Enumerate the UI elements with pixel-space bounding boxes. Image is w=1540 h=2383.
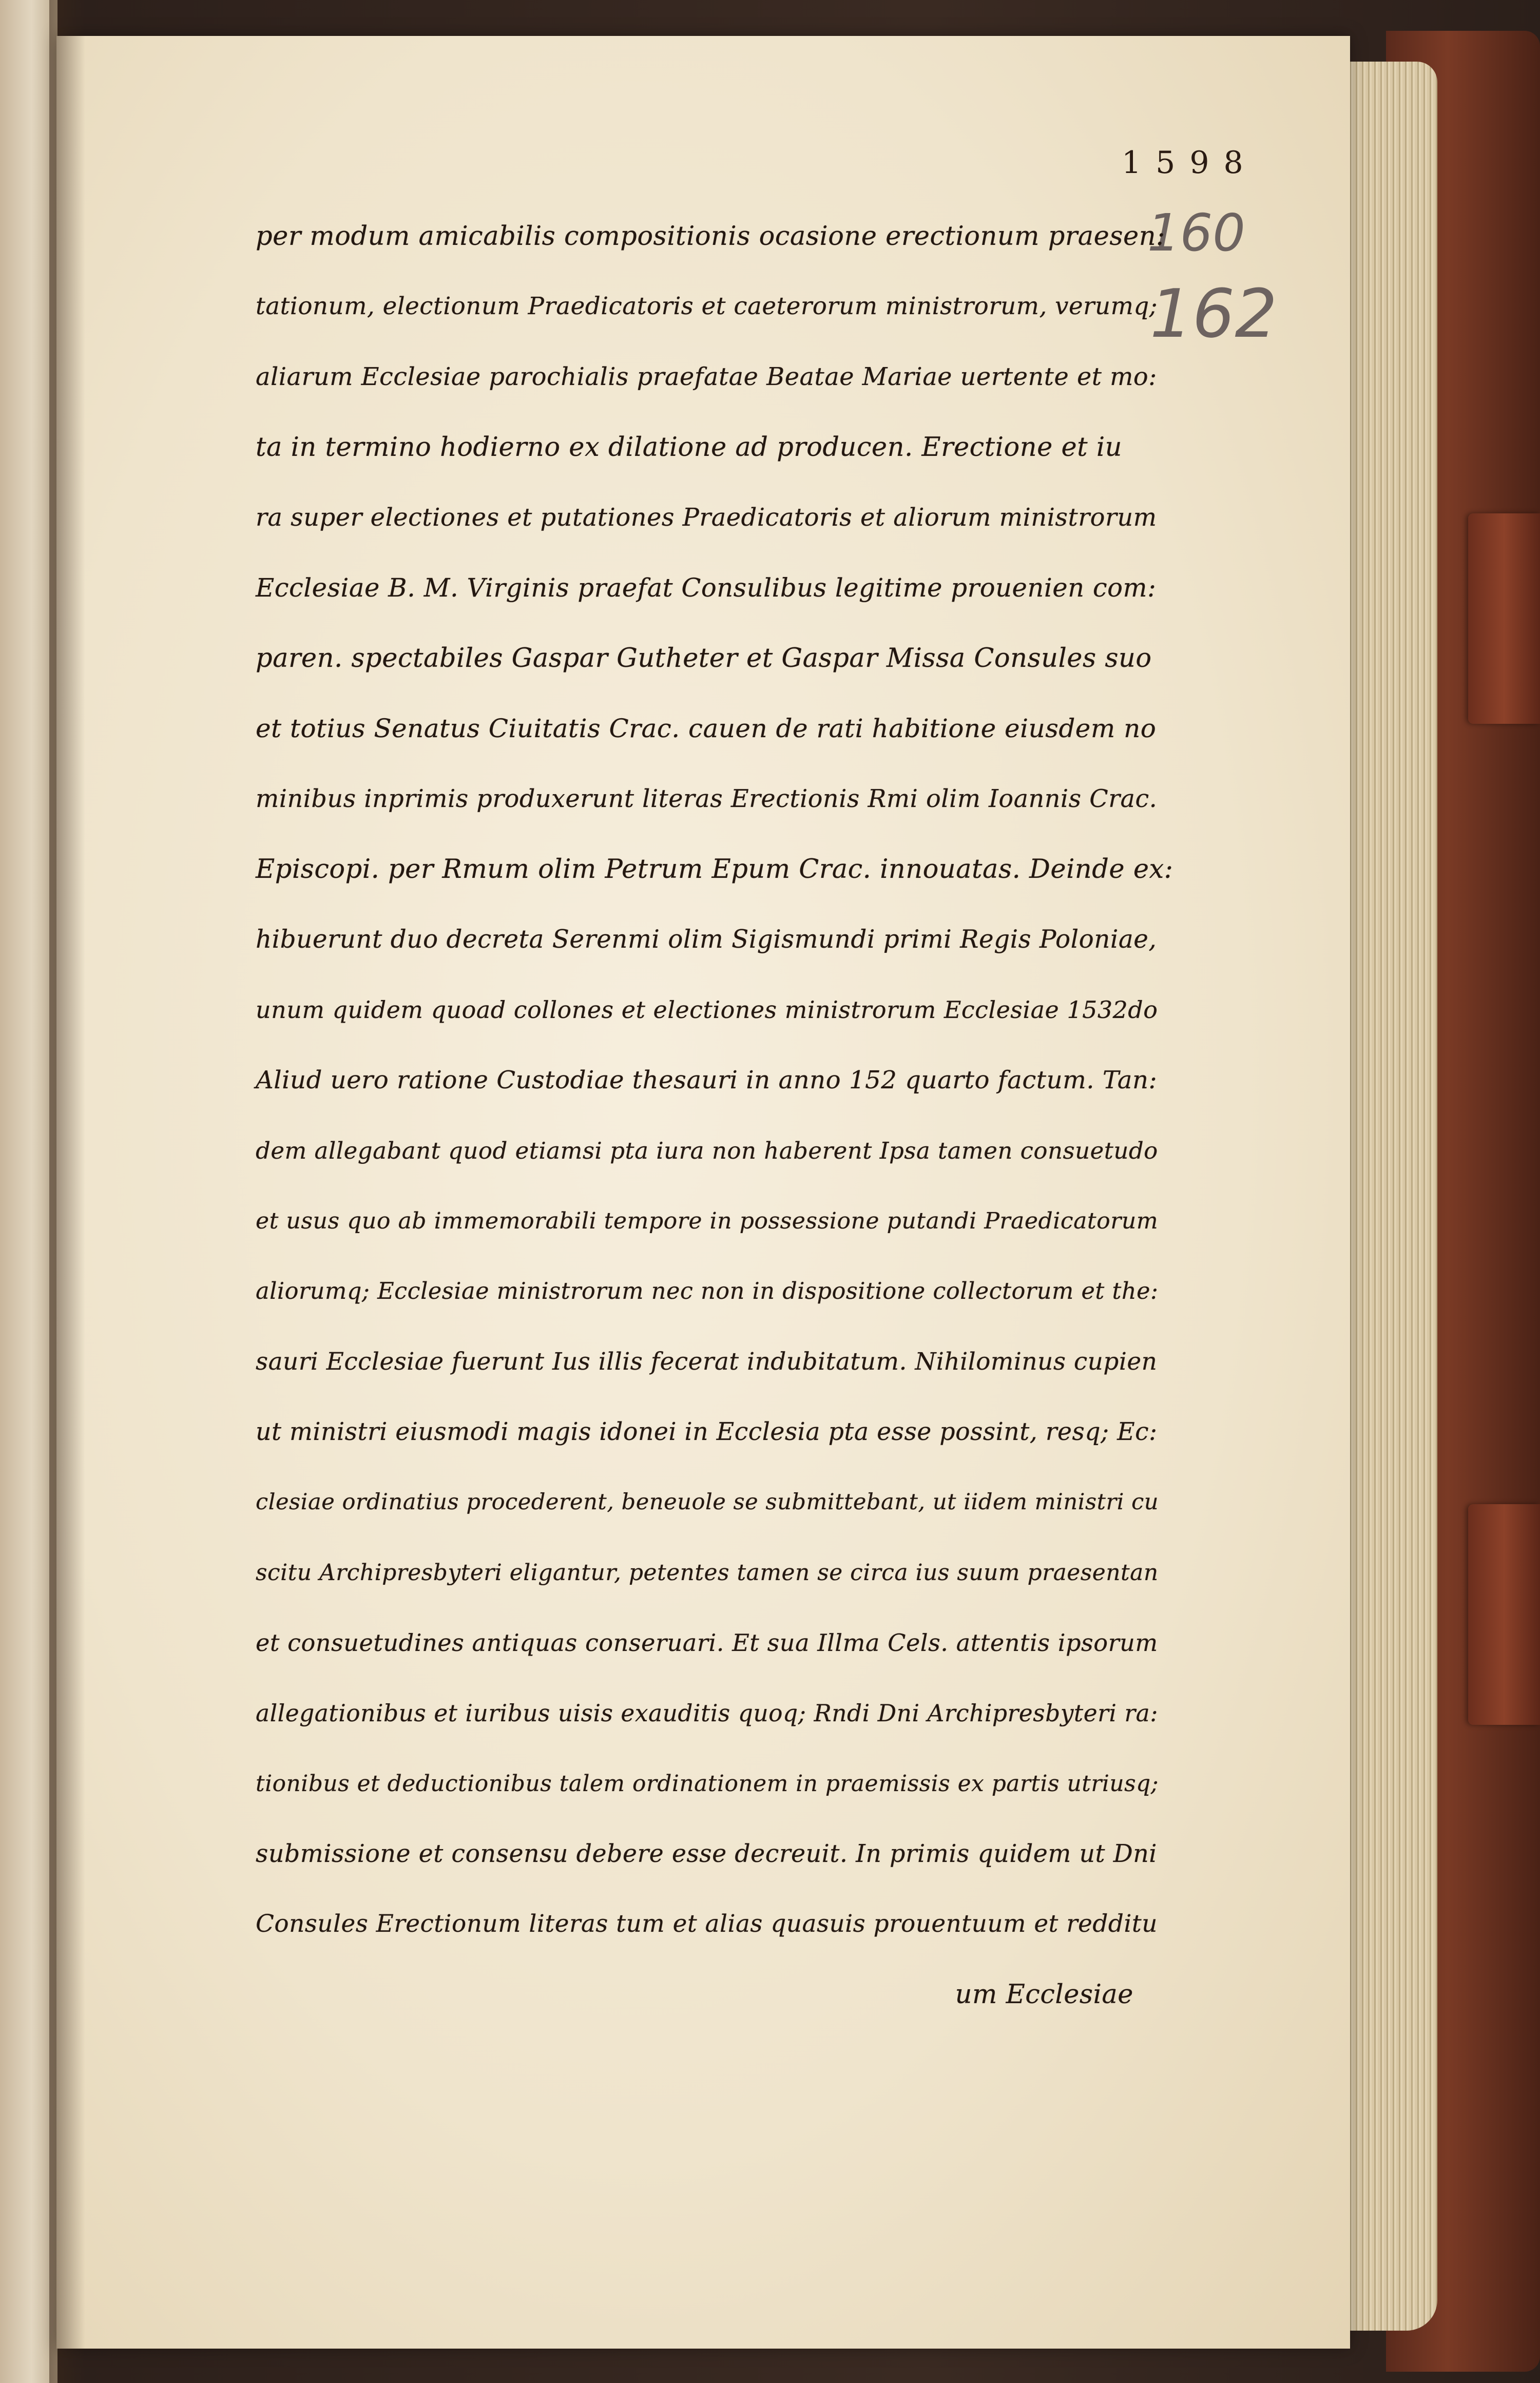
pencil-page-note: 160 xyxy=(1147,203,1245,263)
text-line: submissione et consensu debere esse decreuit. In primis quidem ut Dni xyxy=(256,1840,1157,1868)
text-line: et consuetudines antiquas conseruari. Et sua Illma Cels. attentis ipsorum xyxy=(256,1629,1158,1657)
text-line: Consules Erectionum literas tum et alias quasuis prouentuum et redditu xyxy=(256,1910,1158,1938)
leather-strap-upper xyxy=(1468,513,1540,724)
text-line: minibus inprimis produxerunt literas Erectionis Rmi olim Ioannis Crac. xyxy=(256,785,1158,813)
text-line: tationum, electionum Praedicatoris et caeterorum ministrorum, verumq; xyxy=(256,293,1158,320)
text-line: ta in termino hodierno ex dilatione ad producen. Erectione et iu xyxy=(256,432,1123,463)
handwritten-text-block xyxy=(256,201,1175,2030)
text-line: per modum amicabilis compositionis ocasione erectionum praesen: xyxy=(256,221,1165,252)
text-line: sauri Ecclesiae fuerunt Ius illis fecerat indubitatum. Nihilominus cupien xyxy=(256,1348,1158,1376)
text-line: aliorumq; Ecclesiae ministrorum nec non in dispositione collectorum et the: xyxy=(256,1278,1159,1304)
text-line: et totius Senatus Ciuitatis Crac. cauen de rati habitione eiusdem no xyxy=(256,714,1157,743)
binding-gutter xyxy=(49,0,85,2383)
text-line: unum quidem quoad collones et electiones ministrorum Ecclesiae 1532do xyxy=(256,996,1158,1024)
text-line: Aliud uero ratione Custodiae thesauri in anno 152 quarto factum. Tan: xyxy=(256,1066,1158,1094)
catchword: um Ecclesiae xyxy=(955,1980,1133,2010)
text-line: clesiae ordinatius procederent, beneuole se submittebant, ut iidem ministri cu xyxy=(256,1489,1159,1515)
leather-strap-lower xyxy=(1468,1504,1540,1725)
pencil-page-note: 162 xyxy=(1150,275,1278,353)
page-fore-edge xyxy=(1335,62,1437,2331)
text-line: hibuerunt duo decreta Serenmi olim Sigismundi primi Regis Poloniae, xyxy=(256,925,1157,954)
text-line: dem allegabant quod etiamsi pta iura non haberent Ipsa tamen consuetudo xyxy=(256,1137,1158,1164)
text-line: scitu Archipresbyteri eligantur, petentes tamen se circa ius suum praesentan xyxy=(256,1560,1159,1586)
text-line: ut ministri eiusmodi magis idonei in Ecclesia pta esse possint, resq; Ec: xyxy=(256,1418,1158,1446)
text-line: tionibus et deductionibus talem ordinationem in praemissis ex partis utriusq; xyxy=(256,1771,1159,1797)
folio-number: 1598 xyxy=(1122,145,1258,181)
text-line: et usus quo ab immemorabili tempore in possessione putandi Praedicatorum xyxy=(256,1208,1159,1234)
text-line: allegationibus et iuribus uisis exauditis quoq; Rndi Dni Archipresbyteri ra: xyxy=(256,1700,1159,1727)
text-line: paren. spectabiles Gaspar Gutheter et Gaspar Missa Consules suo xyxy=(256,643,1152,674)
text-line: ra super electiones et putationes Praedicatoris et aliorum ministrorum xyxy=(256,504,1157,532)
text-line: Ecclesiae B. M. Virginis praefat Consulibus legitime prouenien com: xyxy=(256,573,1157,603)
text-line: aliarum Ecclesiae parochialis praefatae Beatae Mariae uertente et mo: xyxy=(256,363,1157,391)
text-line: Episcopi. per Rmum olim Petrum Epum Crac. innouatas. Deinde ex: xyxy=(256,854,1173,885)
